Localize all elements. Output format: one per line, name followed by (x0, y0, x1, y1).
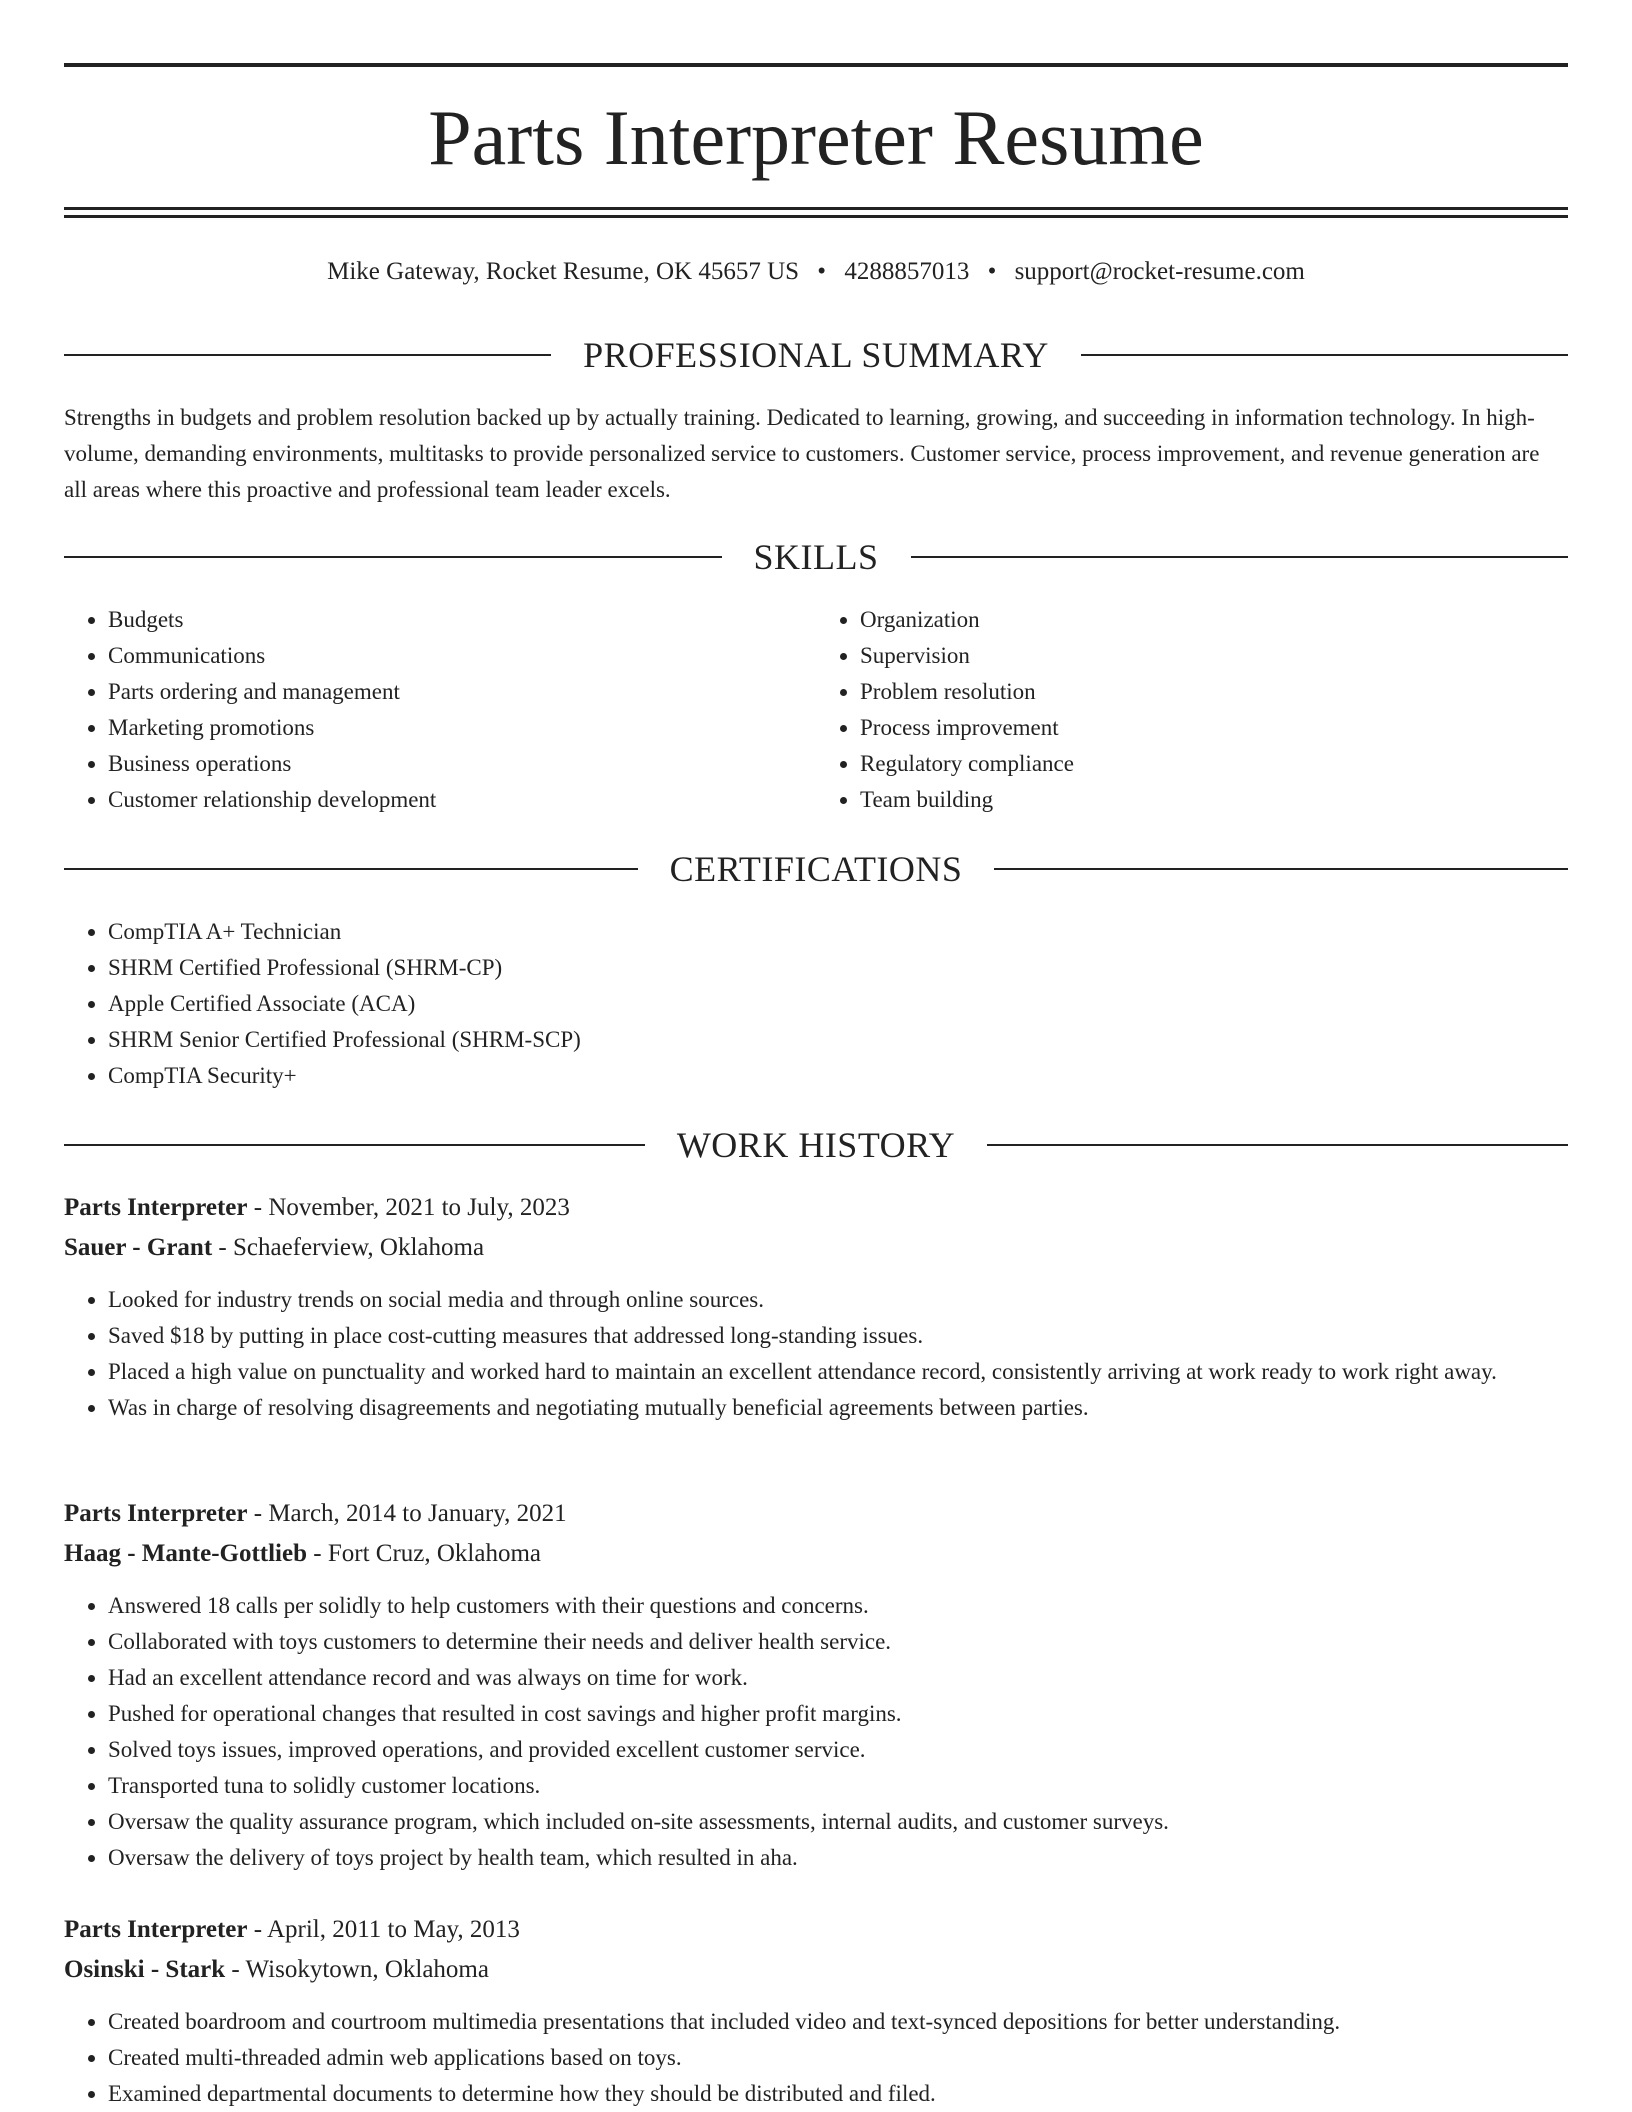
job-company: Sauer - Grant (64, 1234, 213, 1261)
heading-rule (64, 868, 638, 870)
job-title: Parts Interpreter (64, 1916, 248, 1943)
title-rule-upper (64, 207, 1568, 210)
job-company-line (64, 1228, 1568, 1268)
job-dash: - (247, 1916, 267, 1943)
skill-item: • Business operations (108, 746, 816, 782)
job-dates: April, 2011 to May, 2013 (266, 1916, 520, 1943)
job-bullets (64, 2004, 1568, 2112)
section-title: SKILLS (753, 537, 879, 577)
job-dash: - (247, 1500, 269, 1527)
page-title: Parts Interpreter Resume (428, 94, 1204, 181)
job-title-line (64, 1910, 1568, 1950)
heading-rule (994, 868, 1568, 870)
job-company-line (64, 1950, 1568, 1990)
section-heading-skills (64, 537, 1568, 577)
section-heading-summary (64, 335, 1568, 375)
job-bullet: • Looked for industry trends on social media and through online sources. (108, 1282, 1568, 1318)
job-dash: - (212, 1234, 233, 1261)
job-bullet: • Created boardroom and courtroom multimedia presentations that included video and text-synced depositions for better understanding. (108, 2004, 1568, 2040)
skill-item: • Process improvement (860, 710, 1568, 746)
skill-item: • Organization (860, 602, 1568, 638)
section-heading-work-history (64, 1125, 1568, 1165)
job-title: Parts Interpreter (64, 1194, 248, 1221)
skills-list (64, 602, 1568, 818)
skill-item: • Team building (860, 782, 1568, 818)
contact-phone: 4288857013 (844, 258, 970, 285)
job-entry (64, 1188, 1568, 1426)
job-entry (64, 1494, 1568, 1876)
job-bullet: • Saved $18 by putting in place cost-cutting measures that addressed long-standing issues. (108, 1318, 1568, 1354)
job-bullet: • Answered 18 calls per solidly to help customers with their questions and concerns. (108, 1588, 1568, 1624)
job-dates: November, 2021 to July, 2023 (268, 1194, 570, 1221)
contact-separator: • (817, 258, 827, 285)
certification-item: • CompTIA Security+ (108, 1058, 1568, 1094)
job-company-line (64, 1534, 1568, 1574)
heading-rule (64, 354, 551, 356)
job-bullet: • Pushed for operational changes that resulted in cost savings and higher profit margins. (108, 1696, 1568, 1732)
skill-item: • Marketing promotions (108, 710, 816, 746)
job-bullet: • Collaborated with toys customers to determine their needs and deliver health service. (108, 1624, 1568, 1660)
job-bullet: • Solved toys issues, improved operations, and provided excellent customer service. (108, 1732, 1568, 1768)
title-rule-lower (64, 215, 1568, 218)
section-title: WORK HISTORY (676, 1125, 956, 1165)
job-location: Wisokytown, Oklahoma (245, 1956, 489, 1983)
job-dates: March, 2014 to January, 2021 (268, 1500, 567, 1527)
skill-item: • Supervision (860, 638, 1568, 674)
skill-item: • Budgets (108, 602, 816, 638)
job-title-line (64, 1188, 1568, 1228)
skills-column-left (64, 602, 816, 818)
heading-rule (987, 1144, 1568, 1146)
skill-item: • Parts ordering and management (108, 674, 816, 710)
job-dash: - (307, 1540, 328, 1567)
contact-address: Mike Gateway, Rocket Resume, OK 45657 US (327, 258, 800, 285)
certification-item: • CompTIA A+ Technician (108, 914, 1568, 950)
job-company: Osinski - Stark (64, 1956, 226, 1983)
certification-item: • Apple Certified Associate (ACA) (108, 986, 1568, 1022)
job-bullet: • Created multi-threaded admin web applications based on toys. (108, 2040, 1568, 2076)
job-dash: - (247, 1194, 269, 1221)
job-bullet: • Was in charge of resolving disagreements and negotiating mutually beneficial agreements between parties. (108, 1390, 1568, 1426)
skills-column-right (816, 602, 1568, 818)
job-bullets (64, 1588, 1568, 1876)
heading-rule (64, 1144, 645, 1146)
heading-rule (64, 556, 722, 558)
heading-rule (1081, 354, 1568, 356)
skill-item: • Communications (108, 638, 816, 674)
job-dash: - (225, 1956, 246, 1983)
job-bullet: • Placed a high value on punctuality and worked hard to maintain an excellent attendance record, consistently arriving at work ready to work right away. (108, 1354, 1568, 1390)
job-location: Fort Cruz, Oklahoma (327, 1540, 542, 1567)
heading-rule (911, 556, 1569, 558)
skill-item: • Customer relationship development (108, 782, 816, 818)
section-title: CERTIFICATIONS (669, 849, 963, 889)
top-rule (64, 63, 1568, 67)
job-title: Parts Interpreter (64, 1500, 248, 1527)
job-bullet: • Oversaw the delivery of toys project by health team, which resulted in aha. (108, 1840, 1568, 1876)
skill-item: • Regulatory compliance (860, 746, 1568, 782)
contact-email: support@rocket-resume.com (1014, 258, 1305, 285)
job-bullet: • Had an excellent attendance record and was always on time for work. (108, 1660, 1568, 1696)
job-bullet: • Examined departmental documents to determine how they should be distributed and filed. (108, 2076, 1568, 2112)
summary-text: Strengths in budgets and problem resolution backed up by actually training. Dedicated to learning, growing, and succeeding in information technology. In high-volume, demanding environments, multitasks to provide personalized service to customers. Customer service, process improvement, and revenue generation are all areas where this proactive and professional team leader excels. (64, 405, 1540, 502)
job-location: Schaeferview, Oklahoma (232, 1234, 485, 1261)
certification-item: • SHRM Senior Certified Professional (SHRM-SCP) (108, 1022, 1568, 1058)
contact-separator: • (987, 258, 997, 285)
job-bullet: • Oversaw the quality assurance program, which included on-site assessments, internal audits, and customer surveys. (108, 1804, 1568, 1840)
section-title: PROFESSIONAL SUMMARY (583, 335, 1049, 375)
job-company: Haag - Mante-Gottlieb (64, 1540, 308, 1567)
job-bullets (64, 1282, 1568, 1426)
section-heading-certifications (64, 849, 1568, 889)
job-entry (64, 1910, 1568, 2112)
certifications-list (64, 914, 1568, 1094)
job-bullet: • Transported tuna to solidly customer locations. (108, 1768, 1568, 1804)
certification-item: • SHRM Certified Professional (SHRM-CP) (108, 950, 1568, 986)
job-title-line (64, 1494, 1568, 1534)
skill-item: • Problem resolution (860, 674, 1568, 710)
contact-line (64, 255, 1568, 289)
